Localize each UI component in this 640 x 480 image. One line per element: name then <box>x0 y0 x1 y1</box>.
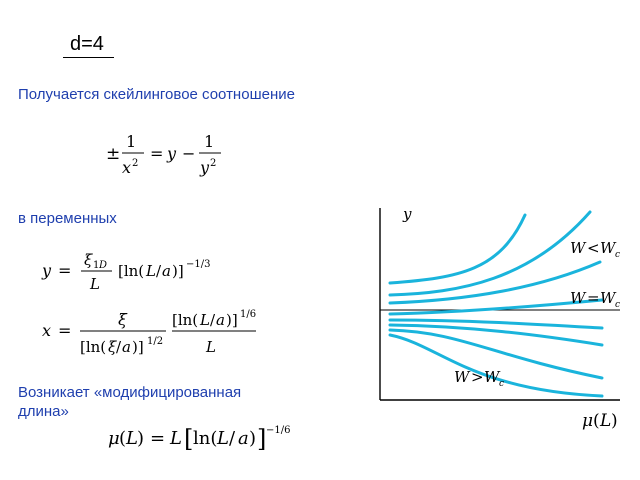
svg-text:): ) <box>249 428 257 449</box>
svg-text:ξ: ξ <box>84 251 93 269</box>
x-definition-equation <box>36 304 266 362</box>
svg-text:)]: )] <box>172 262 184 280</box>
svg-text:/: / <box>116 338 122 356</box>
svg-text:a: a <box>238 428 249 449</box>
svg-text:W: W <box>570 289 586 307</box>
svg-text:ln(: ln( <box>193 428 218 449</box>
svg-text:(: ( <box>593 411 600 431</box>
svg-text:L: L <box>200 311 210 329</box>
svg-text:L: L <box>600 411 612 431</box>
svg-text:1/2: 1/2 <box>147 336 164 347</box>
label-w-greater-wc <box>454 368 504 389</box>
svg-text:): ) <box>611 411 618 431</box>
svg-text:=: = <box>150 144 164 163</box>
svg-text:y: y <box>200 158 210 177</box>
svg-text:1: 1 <box>204 132 215 151</box>
svg-text:=: = <box>58 321 72 340</box>
svg-text:−1/3: −1/3 <box>186 259 211 270</box>
svg-text:−1/6: −1/6 <box>266 425 291 436</box>
svg-text:μ: μ <box>582 411 594 431</box>
svg-text:D: D <box>99 260 108 271</box>
curve-lower-5 <box>390 335 602 396</box>
plot-y-label: y <box>403 205 412 223</box>
curve-lower-3 <box>390 325 602 345</box>
svg-text:)]: )] <box>226 311 238 329</box>
svg-text:W: W <box>454 368 470 386</box>
svg-text:<: < <box>587 239 600 257</box>
emerges-text-line2: длина» <box>18 403 69 420</box>
svg-text:1: 1 <box>126 132 137 151</box>
svg-text:ξ: ξ <box>118 310 127 329</box>
mu-definition-equation <box>104 420 304 456</box>
svg-text:=: = <box>58 261 72 280</box>
slide-title: d=4 <box>70 33 104 55</box>
title-underline <box>63 57 114 58</box>
svg-text:2: 2 <box>210 158 217 169</box>
svg-text:1/6: 1/6 <box>240 309 257 320</box>
scaling-plot <box>370 200 630 435</box>
scaling-relation-text: Получается скейлинговое соотношение <box>18 86 295 103</box>
svg-text:a: a <box>216 311 225 329</box>
svg-text:[ln(: [ln( <box>80 338 107 356</box>
svg-text:)]: )] <box>132 338 144 356</box>
svg-text:): ) <box>137 428 145 449</box>
svg-text:L: L <box>217 428 229 449</box>
svg-text:L: L <box>126 428 138 449</box>
svg-text:W: W <box>600 239 616 257</box>
emerges-text-line1: Возникает «модифицированная <box>18 384 242 401</box>
svg-text:[ln(: [ln( <box>118 262 145 280</box>
svg-text:ξ: ξ <box>108 338 117 356</box>
svg-text:a: a <box>122 338 131 356</box>
svg-text:/: / <box>210 311 216 329</box>
svg-text:W: W <box>484 368 500 386</box>
curve-upper-2 <box>390 212 590 295</box>
svg-text:/: / <box>229 428 236 449</box>
svg-text:±: ± <box>106 144 121 164</box>
svg-text:−: − <box>182 144 196 163</box>
svg-text:c: c <box>615 300 621 310</box>
svg-text:x: x <box>42 321 52 340</box>
svg-text:μ: μ <box>108 428 120 449</box>
label-w-equal-wc <box>570 289 620 310</box>
svg-text:2: 2 <box>132 158 139 169</box>
svg-text:L: L <box>206 338 216 356</box>
variables-text: в переменных <box>18 210 117 227</box>
svg-text:y: y <box>167 144 177 163</box>
svg-text:W: W <box>600 289 616 307</box>
svg-text:(: ( <box>119 428 127 449</box>
svg-text:1: 1 <box>93 260 100 271</box>
svg-text:=: = <box>150 428 166 449</box>
svg-text:L: L <box>146 262 156 280</box>
svg-text:L: L <box>90 275 100 293</box>
svg-text:c: c <box>499 379 505 389</box>
svg-text:]: ] <box>257 425 267 453</box>
svg-text:x: x <box>122 158 132 177</box>
svg-text:L: L <box>170 428 182 449</box>
svg-text:[: [ <box>184 425 194 453</box>
svg-text:W: W <box>570 239 586 257</box>
svg-text:=: = <box>587 289 600 307</box>
scaling-equation <box>100 128 240 180</box>
plot-x-label <box>582 411 618 431</box>
svg-text:/: / <box>156 262 162 280</box>
y-definition-equation <box>36 245 211 293</box>
svg-text:[ln(: [ln( <box>172 311 199 329</box>
svg-text:>: > <box>471 368 484 386</box>
svg-text:y: y <box>42 261 52 280</box>
label-w-less-wc <box>570 239 620 260</box>
svg-text:c: c <box>615 250 621 260</box>
svg-text:a: a <box>162 262 171 280</box>
curve-upper-3 <box>390 262 600 303</box>
